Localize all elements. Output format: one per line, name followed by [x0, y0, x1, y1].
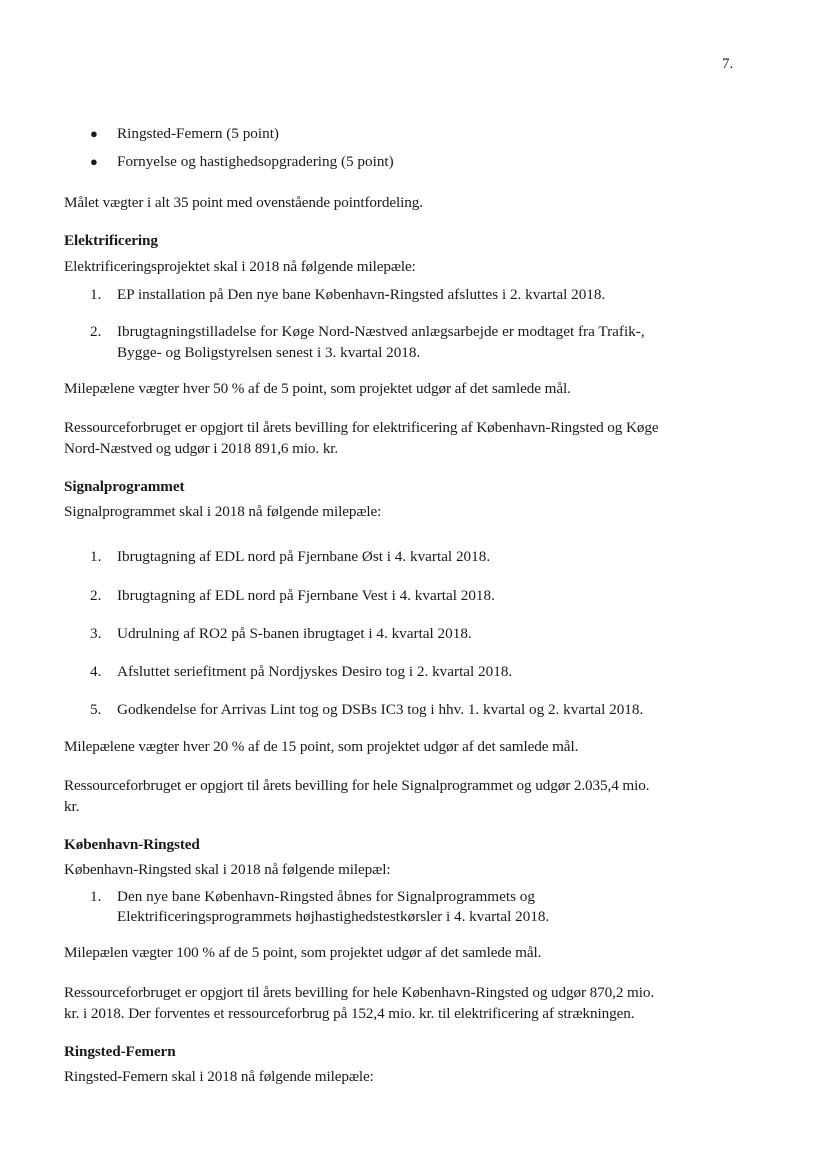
page-number: 7.: [722, 56, 734, 72]
bullet-icon: ●: [90, 126, 98, 141]
resource-paragraph: Ressourceforbruget er opgjort til årets bevilling for hele Signalprogrammet og udgør 2.035,4 mio.: [64, 777, 650, 794]
section-heading-kobenhavn-ringsted: København-Ringsted: [64, 836, 200, 853]
intro-paragraph: Målet vægter i alt 35 point med ovenstående pointfordeling.: [64, 194, 423, 211]
weight-paragraph: Milepælene vægter hver 20 % af de 15 point, som projektet udgør af det samlede mål.: [64, 738, 579, 755]
section-heading-ringsted-femern: Ringsted-Femern: [64, 1043, 176, 1060]
section-lead: Elektrificeringsprojektet skal i 2018 nå følgende milepæle:: [64, 258, 416, 275]
resource-paragraph: Nord-Næstved og udgør i 2018 891,6 mio. kr.: [64, 440, 339, 457]
weight-paragraph: Milepælene vægter hver 50 % af de 5 point, som projektet udgør af det samlede mål.: [64, 380, 571, 397]
resource-paragraph: Ressourceforbruget er opgjort til årets bevilling for elektrificering af København-Ringsted og Køge: [64, 419, 659, 436]
resource-paragraph: Ressourceforbruget er opgjort til årets bevilling for hele København-Ringsted og udgør 870,2 mio.: [64, 984, 655, 1001]
bullet-icon: ●: [90, 154, 98, 169]
section-lead: København-Ringsted skal i 2018 nå følgende milepæl:: [64, 861, 391, 878]
weight-paragraph: Milepælen vægter 100 % af de 5 point, som projektet udgør af det samlede mål.: [64, 944, 542, 961]
section-lead: Signalprogrammet skal i 2018 nå følgende milepæle:: [64, 503, 382, 520]
section-heading-elektrificering: Elektrificering: [64, 232, 158, 249]
section-lead: Ringsted-Femern skal i 2018 nå følgende milepæle:: [64, 1068, 374, 1085]
resource-paragraph: kr. i 2018. Der forventes et ressourceforbrug på 152,4 mio. kr. til elektrificering af strækningen.: [64, 1005, 635, 1022]
document-page: 7. ● Ringsted-Femern (5 point) ● Fornyelse og hastighedsopgradering (5 point) Målet vægter i alt 35 point med ovenstående pointfordeling. Elektrificering Elektrificeringsprojektet skal i 2018 nå følgende milepæle: 1. EP installation på Den nye bane København-Ringsted afsluttes i 2. kvartal 2018. 2. Ibrugtagningstilladelse for Køge Nord-Næstved anlægsarbejde er modtaget fra Trafik-, Bygge- og Boligstyrelsen senest i 3. kvartal 2018. Milepælene vægter hver 50 % af de 5 point, som projektet udgør af det samlede mål. Ressourceforbruget er opgjort til årets bevilling for elektrificering af København-Ringsted og Køge Nord-Næstved og udgør i 2018 891,6 mio. kr. Signalprogrammet Signalprogrammet skal i 2018 nå følgende milepæle: 1. Ibrugtagning af EDL nord på Fjernbane Øst i 4. kvartal 2018. 2. Ibrugtagning af EDL nord på Fjernbane Vest i 4. kvartal 2018. 3. Udrulning af RO2 på S-banen ibrugtaget i 4. kvartal 2018. 4. Afsluttet seriefitment på Nordjyskes Desiro tog i 2. kvartal 2018. 5. Godkendelse for Arrivas Lint tog og DSBs IC3 tog i hhv. 1. kvartal og 2. kvartal 2018. Milepælene vægter hver 20 % af de 15 point, som projektet udgør af det samlede mål. Ressourceforbruget er opgjort til årets bevilling for hele Signalprogrammet og udgør 2.035,4 mio. kr. København-Ringsted København-Ringsted skal i 2018 nå følgende milepæl: 1. Den nye bane København-Ringsted åbnes for Signalprogrammets og Elektrificeringsprogrammets højhastighedstestkørsler i 4. kvartal 2018. Milepælen vægter 100 % af de 5 point, som projektet udgør af det samlede mål. Ressourceforbruget er opgjort til årets bevilling for hele København-Ringsted og udgør 870,2 mio. kr. i 2018. Der forventes et ressourceforbrug på 152,4 mio. kr. til elektrificering af strækningen. Ringsted-Femern Ringsted-Femern skal i 2018 nå følgende milepæle:: [64, 56, 734, 1085]
section-heading-signalprogrammet: Signalprogrammet: [64, 478, 185, 495]
resource-paragraph: kr.: [64, 798, 80, 815]
